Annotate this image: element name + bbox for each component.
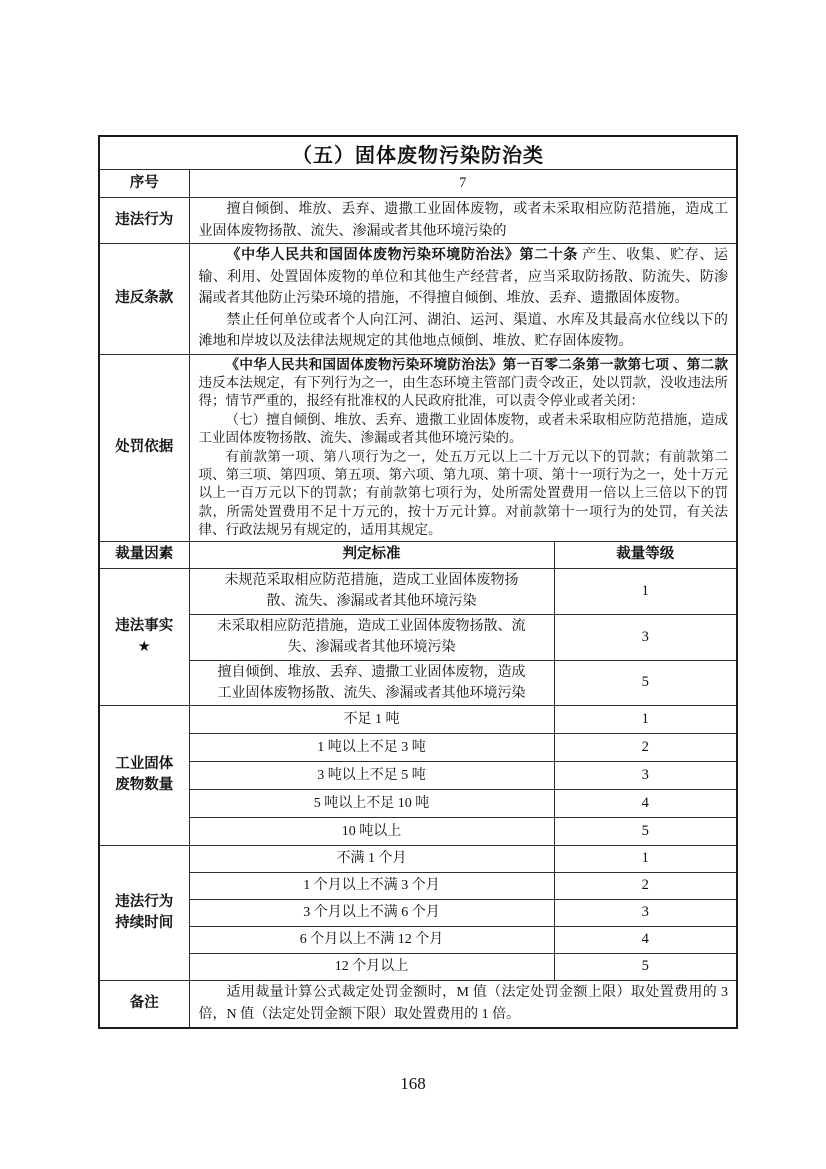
quantity-factor-label-line2: 废物数量: [115, 777, 174, 794]
standard-cell: 6 个月以上不满 12 个月: [189, 926, 554, 953]
standard-cell: 未规范采取相应防范措施，造成工业固体废物扬散、流失、渗漏或者其他环境污染: [189, 568, 554, 614]
level-cell: 3: [554, 899, 737, 926]
standard-cell: 不足 1 吨: [189, 705, 554, 733]
illegal-act-text: 擅自倾倒、堆放、丢弃、遗撒工业固体废物，或者未采取相应防范措施，造成工业固体废物扬散、流失、渗漏或者其他环境污染的: [198, 202, 729, 239]
level-cell: 5: [554, 817, 737, 845]
fact-factor-label-line1: 违法事实: [115, 617, 174, 634]
remark-cell: [189, 980, 737, 1028]
illegal-act-label: 违法行为: [99, 198, 189, 244]
level-cell: 1: [554, 705, 737, 733]
level-cell: 2: [554, 733, 737, 761]
level-cell: 2: [554, 872, 737, 899]
standard-cell: 3 吨以上不足 5 吨: [189, 761, 554, 789]
remark-label: 备注: [99, 980, 189, 1028]
standard-cell: 10 吨以上: [189, 817, 554, 845]
factor-column-header: 裁量因素: [99, 541, 189, 568]
standard-cell: 不满 1 个月: [189, 845, 554, 872]
standard-cell: 1 个月以上不满 3 个月: [189, 872, 554, 899]
law-name-article-bold: 《中华人民共和国固体废物污染环境防治法》第二十条: [226, 248, 583, 263]
fact-factor-label: [99, 568, 189, 705]
illegal-act-cell: [189, 198, 737, 244]
serial-value: 7: [189, 170, 737, 198]
standard-cell: 3 个月以上不满 6 个月: [189, 899, 554, 926]
quantity-factor-label: [99, 705, 189, 845]
violated-clause-p1-text: 产生、收集、贮存、运输、利用、处置固体废物的单位和其他生产经营者，应当采取防扬散、防流失、防渗漏或者其他防止污染环境的措施，不得擅自倾倒、堆放、丢弃、遗撒固体废物。: [198, 248, 729, 306]
duration-factor-label: [99, 845, 189, 980]
penalty-basis-paragraph-1: [199, 356, 729, 411]
serial-label: 序号: [99, 170, 189, 198]
level-cell: 4: [554, 926, 737, 953]
standard-column-header: 判定标准: [189, 541, 554, 568]
violated-clause-label: 违反条款: [99, 244, 189, 355]
duration-factor-label-line1: 违法行为: [115, 893, 174, 910]
penalty-basis-p1-text: 违反本法规定，有下列行为之一，由生态环境主管部门责令改正，处以罚款，没收违法所得；情节严重的，报经有批准权的人民政府批准，可以责令停业或者关闭：: [198, 374, 729, 409]
page-number: 168: [400, 1074, 426, 1093]
violated-clause-paragraph-2: 禁止任何单位或者个人向江河、湖泊、运河、渠道、水库及其最高水位线以下的滩地和岸坡以及法律法规规定的其他地点倾倒、堆放、贮存固体废物。: [198, 312, 729, 349]
remark-text: 适用裁量计算公式裁定处罚金额时，M 值（法定处罚金额上限）取处置费用的 3 倍，N 值（法定处罚金额下限）取处置费用的 1 倍。: [198, 985, 729, 1022]
standard-cell: 擅自倾倒、堆放、丢弃、遗撒工业固体废物，造成工业固体废物扬散、流失、渗漏或者其他环境污染: [189, 660, 554, 705]
level-cell: 3: [554, 614, 737, 660]
level-cell: 1: [554, 568, 737, 614]
penalty-basis-paragraph-2: （七）擅自倾倒、堆放、丢弃、遗撒工业固体废物，或者未采取相应防范措施，造成工业固体废物扬散、流失、渗漏或者其他环境污染的。: [198, 411, 729, 446]
level-column-header: 裁量等级: [554, 541, 737, 568]
level-cell: 5: [554, 953, 737, 980]
quantity-factor-label-line1: 工业固体: [115, 756, 174, 773]
penalty-basis-cell: [189, 354, 737, 541]
violated-clause-cell: [189, 244, 737, 355]
penalty-law-article-bold: 《中华人民共和国固体废物污染环境防治法》第一百零二条第一款第七项 、第二款: [225, 356, 729, 372]
penalty-discretion-table: [98, 135, 738, 1029]
penalty-basis-paragraph-3: 有前款第一项、第八项行为之一，处五万元以上二十万元以下的罚款；有前款第二项、第三项、第四项、第五项、第六项、第九项、第十项、第十一项行为之一，处十万元以上一百万元以下的罚款；有前款第七项行为，处所需处置费用一倍以上三倍以下的罚款，所需处置费用不足十万元的，按十万元计算。对前款第十一项行为的处罚，有关法律、行政法规另有规定的，适用其规定。: [198, 448, 729, 538]
star-icon: ★: [137, 638, 151, 655]
violated-clause-paragraph-1: [199, 245, 729, 310]
standard-cell: 1 吨以上不足 3 吨: [189, 733, 554, 761]
level-cell: 1: [554, 845, 737, 872]
level-cell: 4: [554, 789, 737, 817]
penalty-basis-label: 处罚依据: [99, 354, 189, 541]
table-title: （五）固体废物污染防治类: [99, 136, 737, 170]
standard-cell: 12 个月以上: [189, 953, 554, 980]
level-cell: 5: [554, 660, 737, 705]
standard-cell: 5 吨以上不足 10 吨: [189, 789, 554, 817]
standard-cell: 未采取相应防范措施，造成工业固体废物扬散、流失、渗漏或者其他环境污染: [189, 614, 554, 660]
level-cell: 3: [554, 761, 737, 789]
duration-factor-label-line2: 持续时间: [115, 914, 174, 931]
